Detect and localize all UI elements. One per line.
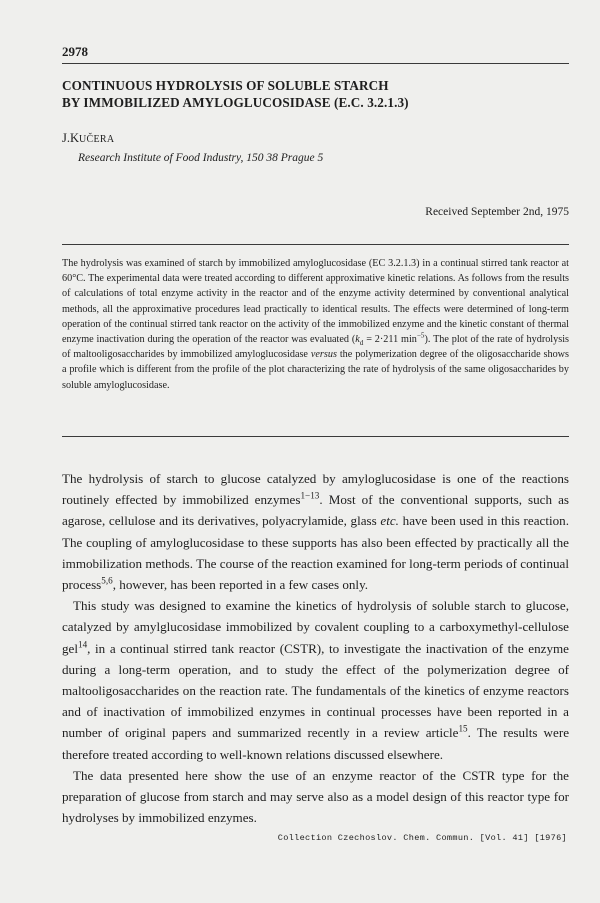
p1-text-c: have been used in this reaction. The coupling of amyloglucosidase to these supports has also been effected by practically all the immobilization methods. The course of the reaction examined for long-term periods of continual process <box>62 513 569 593</box>
body-paragraph-3: The data presented here show the use of an enzyme reactor of the CSTR type for the preparation of glucose from starch and may serve also as a model design of this reactor type for hydrolyses by immobilized enzymes. <box>62 767 569 826</box>
article-body <box>62 468 569 828</box>
abstract-text-3: the polymerization degree of the oligosaccharide shows a profile which is different from the profile of the plot characterizing the rate of hydrolysis of the same oligosaccharides by soluble amyloglucosidase. <box>62 349 569 391</box>
author-affiliation: Research Institute of Food Industry, 150 38 Prague 5 <box>78 152 324 164</box>
kd-exponent: −5 <box>416 331 425 340</box>
p1-etc: etc. <box>380 513 399 529</box>
kd-subscript: d <box>359 339 364 348</box>
reference-marker: 5,6 <box>101 575 113 586</box>
abstract-text-2: ). The plot of the rate of hydrolysis of maltooligosaccharides by immobilized amyloglucosidase <box>62 334 569 361</box>
p2-text-c: . The results were therefore treated according to well-known relations discussed elsewhere. <box>62 725 570 762</box>
reference-marker: 1−13 <box>300 490 320 501</box>
journal-citation: Collection Czechoslov. Chem. Commun. [Vol. 41] [1976] <box>277 833 567 843</box>
p2-text-a: This study was designed to examine the kinetics of hydrolysis of soluble starch to glucose, catalyzed by amylglucosidase immobilized by covalent coupling to a carboxymethyl-cellulose gel <box>62 598 569 656</box>
p1-text-d: , however, has been reported in a few cases only. <box>112 577 369 593</box>
author-initial: J.K <box>62 131 80 145</box>
p1-text-a: The hydrolysis of starch to glucose catalyzed by amyloglucosidase is one of the reactions routinely effected by immobilized enzymes <box>62 471 569 508</box>
title-line-1: CONTINUOUS HYDROLYSIS OF SOLUBLE STARCH <box>62 78 389 93</box>
p1-text-b: . Most of the conventional supports, such as agarose, cellulose and its derivatives, polyacrylamide, glass <box>62 492 569 529</box>
header-rule <box>62 63 569 64</box>
abstract-bottom-rule <box>62 436 569 437</box>
reference-marker: 15 <box>458 724 468 735</box>
author-surname: UČERA <box>79 134 115 145</box>
title-line-2: BY IMMOBILIZED AMYLOGLUCOSIDASE (E.C. 3.2.1.3) <box>62 95 409 110</box>
article-title <box>62 77 569 111</box>
kd-value: = 2·211 min <box>363 334 417 346</box>
abstract-text-1: The hydrolysis was examined of starch by immobilized amyloglucosidase (EC 3.2.1.3) in a continual stirred tank reactor at 60°C. The experimental data were treated according to different approximative kinetic relations. As follows from the results of calculations of total enzyme activity in the reactor and of the enzyme activity determined by conventional analytical methods, all the approximative procedures lead practically to identical results. The effects were determined of long-term operation of the continual stirred tank reactor on the activity of the immobilized enzyme and the kinetic constant of thermal enzyme inactivation during the operation of the reactor was evaluated ( <box>62 258 569 346</box>
body-paragraph-1 <box>62 468 569 595</box>
body-paragraph-2 <box>62 595 569 765</box>
abstract <box>62 256 569 393</box>
abstract-top-rule <box>62 244 569 245</box>
p2-text-b: , in a continual stirred tank reactor (CSTR), to investigate the inactivation of the enzyme during a long-term operation, and to study the effect of the polymerization degree of maltooligosaccharides on the reaction rate. The fundamentals of the kinetics of enzyme reactors and of inactivation of immobilized enzymes in continual processes have been reported in a number of original papers and summarized recently in a review article <box>62 640 569 741</box>
page-number: 2978 <box>62 44 88 59</box>
reference-marker: 14 <box>78 639 88 650</box>
kd-symbol: k <box>355 334 360 346</box>
received-date: Received September 2nd, 1975 <box>425 206 569 218</box>
author-name <box>62 131 114 146</box>
abstract-versus: versus <box>310 349 337 361</box>
